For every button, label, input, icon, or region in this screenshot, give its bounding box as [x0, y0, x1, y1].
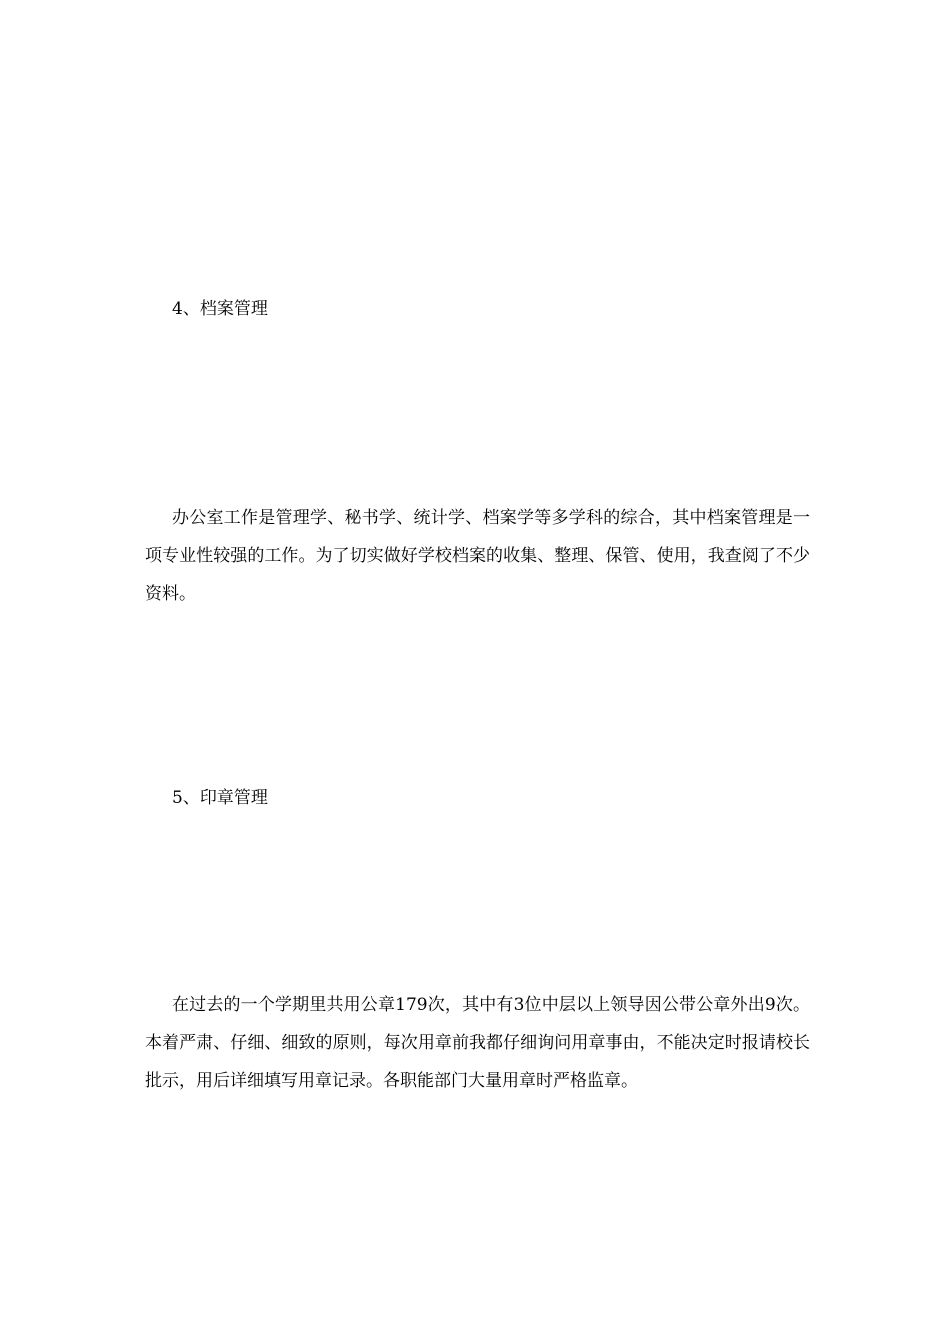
section-paragraph-seal-management: 在过去的一个学期里共用公章179次，其中有3位中层以上领导因公带公章外出9次。本着严肃、仔细、细致的原则，每次用章前我都仔细询问用章事由，不能决定时报请校长批示，用后详细填写用章记录。各职能部门大量用章时严格监章。 [145, 995, 810, 1091]
section-heading-seal-management: 5、印章管理 [172, 788, 268, 808]
section-heading-archive-management: 4、档案管理 [172, 299, 268, 319]
section-paragraph-archive-management: 办公室工作是管理学、秘书学、统计学、档案学等多学科的综合，其中档案管理是一项专业性较强的工作。为了切实做好学校档案的收集、整理、保管、使用，我查阅了不少资料。 [145, 508, 810, 604]
